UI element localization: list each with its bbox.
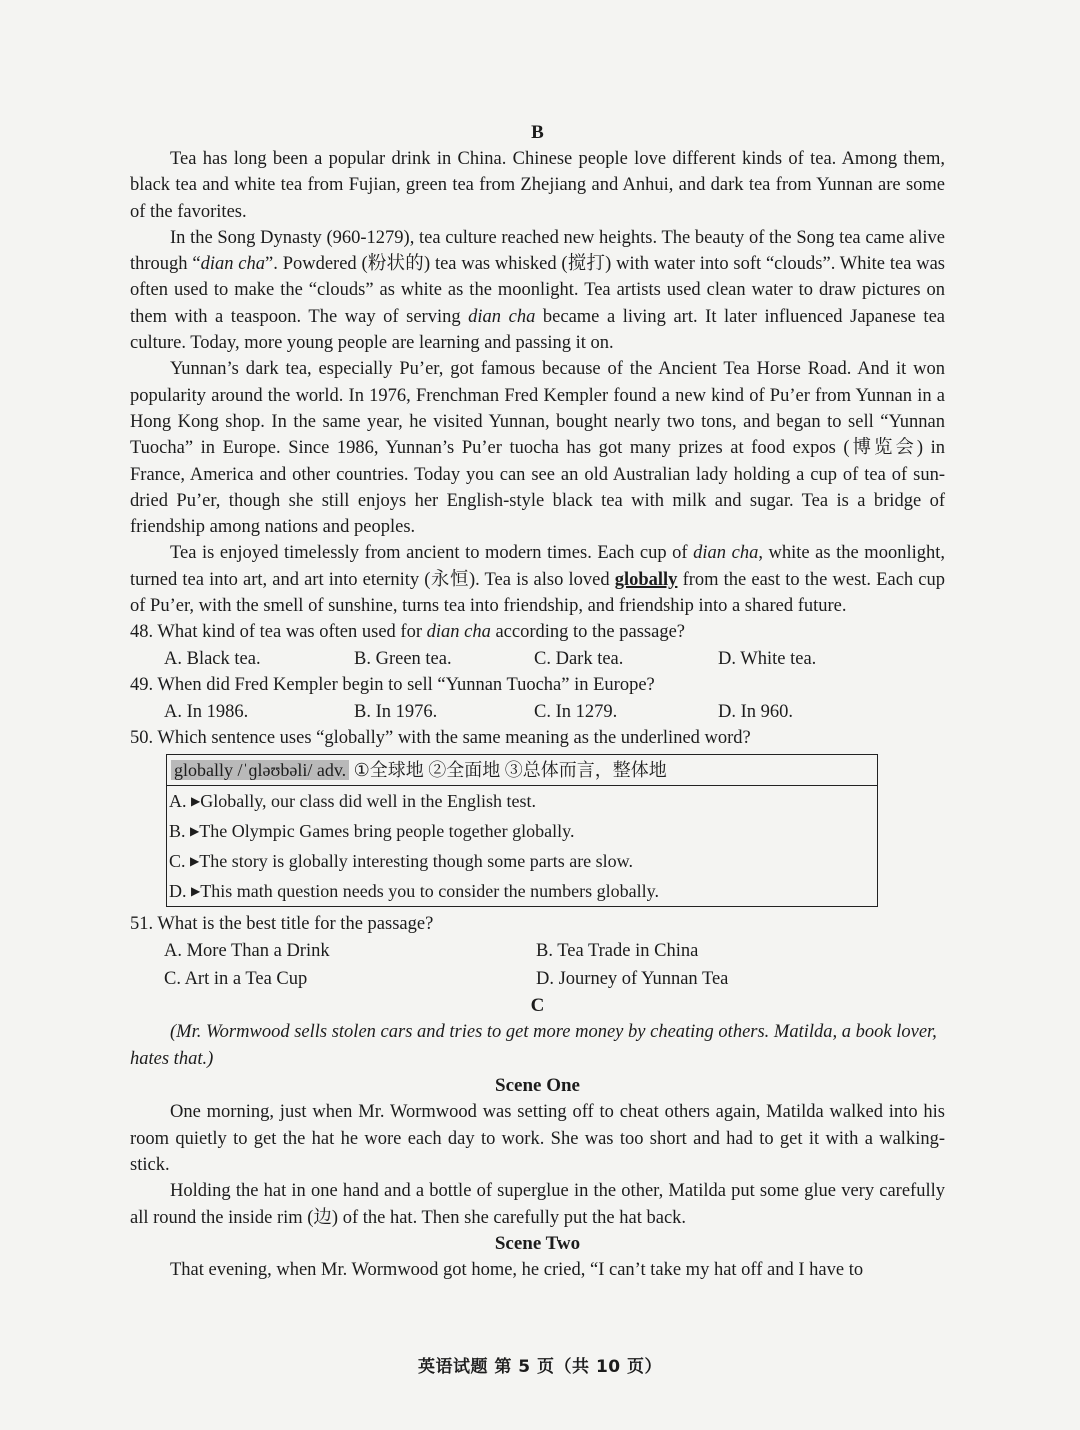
scene-one-paragraph-1: One morning, just when Mr. Wormwood was setting off to cheat others again, Matilda walked into his room quietly to get the hat he wore each day to work. She was too short and had to get it with a walking-stick. xyxy=(130,1102,945,1175)
question-49-options xyxy=(130,699,945,726)
section-b-paragraph-1: Tea has long been a popular drink in China. Chinese people love different kinds of tea. Among them, black tea and white tea from Fujian, green tea from Zhejiang and Anhui, and dark tea from Yunnan are some of the favorites. xyxy=(130,149,945,222)
q50-option-a-letter: A. xyxy=(169,790,187,811)
q50-option-c-text: The story is globally interesting though some parts are slow. xyxy=(199,850,634,871)
page-content xyxy=(130,120,945,1283)
page-footer: 英语试题 第 5 页（共 10 页） xyxy=(417,1357,663,1377)
p4-underlined-word: globally xyxy=(614,569,678,590)
scene-two-paragraph-1: That evening, when Mr. Wormwood got home, he cried, “I can’t take my hat off and I have to xyxy=(170,1259,864,1280)
p4-text-a: Tea is enjoyed timelessly from ancient to modern times. Each cup of xyxy=(170,543,694,564)
q48-option-d: D. White tea. xyxy=(718,648,817,669)
q51-option-d: D. Journey of Yunnan Tea xyxy=(536,969,729,990)
q49-option-b: B. In 1976. xyxy=(354,701,438,722)
q50-option-d-letter: D. xyxy=(169,880,187,901)
q49-option-d: D. In 960. xyxy=(718,701,794,722)
section-b-paragraph-4 xyxy=(130,540,945,619)
q50-option-a-text: Globally, our class did well in the English test. xyxy=(200,790,537,811)
q49-option-c: C. In 1279. xyxy=(534,701,618,722)
triangle-bullet-icon: ▶ xyxy=(190,853,200,868)
p2-italic-1: dian cha xyxy=(200,254,266,275)
q48-option-c: C. Dark tea. xyxy=(534,648,624,669)
q48-option-a: A. Black tea. xyxy=(164,648,261,669)
section-c-heading: C xyxy=(530,995,545,1017)
q48-option-b: B. Green tea. xyxy=(354,648,452,669)
q50-option-b-letter: B. xyxy=(169,820,186,841)
section-c-intro: (Mr. Wormwood sells stolen cars and tries to get more money by cheating others. Matilda, a book lover, hates that.) xyxy=(130,1022,937,1070)
q50-option-b xyxy=(167,816,877,846)
q50-option-c-letter: C. xyxy=(169,850,186,871)
q49-option-a: A. In 1986. xyxy=(164,701,249,722)
question-48-stem xyxy=(130,619,945,646)
p4-italic: dian cha xyxy=(693,543,759,564)
dictionary-headword: globally /ˈɡləʊbəli/ adv. xyxy=(171,760,349,780)
triangle-bullet-icon: ▶ xyxy=(191,793,201,808)
q51-option-a: A. More Than a Drink xyxy=(164,941,330,962)
triangle-bullet-icon: ▶ xyxy=(190,823,200,838)
q50-option-c xyxy=(167,846,877,876)
q50-option-a xyxy=(167,786,877,816)
question-51-options xyxy=(130,937,945,993)
p2-italic-2: dian cha xyxy=(468,306,536,327)
q48-stem-a: 48. What kind of tea was often used for xyxy=(130,622,427,643)
q50-option-b-text: The Olympic Games bring people together globally. xyxy=(199,820,575,841)
q50-option-d xyxy=(167,876,877,906)
question-48-options xyxy=(130,646,945,673)
q51-option-c: C. Art in a Tea Cup xyxy=(164,969,308,990)
p2-text-c: became a living art. It later influenced Japanese tea culture. Today, more young people are learning and passing it on. xyxy=(130,306,945,354)
section-b-paragraph-3: Yunnan’s dark tea, especially Pu’er, got famous because of the Ancient Tea Horse Road. And it won popularity around the world. In 1976, Frenchman Fred Kempler found a new kind of Pu’er from Yunnan in a Hong Kong shop. In the same year, he visited Yunnan, bought nearly two tons, and began to sell “Yunnan Tuocha” in Europe. Since 1986, Yunnan’s Pu’er tuocha has got many prizes at food expos (博览会) in France, America and other countries. Today you can see an old Australian lady holding a cup of tea of sun-dried Pu’er, though she still enjoys her English-style black tea with milk and sugar. Tea is a bridge of friendship among nations and peoples. xyxy=(130,359,945,538)
p2-text-a: In the Song Dynasty (960-1279), tea culture reached new heights. The beauty of the Song tea came alive through “ xyxy=(130,227,945,275)
q48-stem-italic: dian cha xyxy=(426,622,491,643)
question-51-stem: 51. What is the best title for the passage? xyxy=(130,913,434,934)
scene-one-title: Scene One xyxy=(495,1075,580,1097)
p2-text-b: ”. Powdered (粉状的) tea was whisked (搅打) with water into soft “clouds”. White tea was often used to make the “clouds” as white as the moonlight. Tea artists used clean water to draw pictures on them with a teaspoon. The way of serving xyxy=(130,254,945,327)
question-49-stem: 49. When did Fred Kempler begin to sell “Yunnan Tuocha” in Europe? xyxy=(130,675,655,696)
p4-text-b: , white as the moonlight, turned tea into art, and art into eternity (永恒). Tea is also loved xyxy=(130,543,945,590)
question-50-stem: 50. Which sentence uses “globally” with the same meaning as the underlined word? xyxy=(130,728,751,749)
triangle-bullet-icon: ▶ xyxy=(191,883,201,898)
section-b-heading: B xyxy=(531,122,544,143)
scene-one-paragraph-2: Holding the hat in one hand and a bottle of superglue in the other, Matilda put some glue very carefully all round the inside rim (边) of the hat. Then she carefully put the hat back. xyxy=(130,1181,945,1228)
dictionary-meanings: ①全球地 ②全面地 ③总体而言，整体地 xyxy=(349,759,667,780)
p4-text-c: from the east to the west. Each cup of Pu’er, with the smell of sunshine, turns tea into friendship, and friendship into a shared future. xyxy=(130,569,945,617)
dictionary-box xyxy=(166,754,878,907)
q51-option-b: B. Tea Trade in China xyxy=(536,941,699,962)
section-b-paragraph-2 xyxy=(130,225,945,356)
scene-two-title: Scene Two xyxy=(494,1232,581,1254)
dictionary-entry xyxy=(167,755,877,786)
q48-stem-b: according to the passage? xyxy=(490,622,686,643)
q50-option-d-text: This math question needs you to consider the numbers globally. xyxy=(200,880,659,901)
